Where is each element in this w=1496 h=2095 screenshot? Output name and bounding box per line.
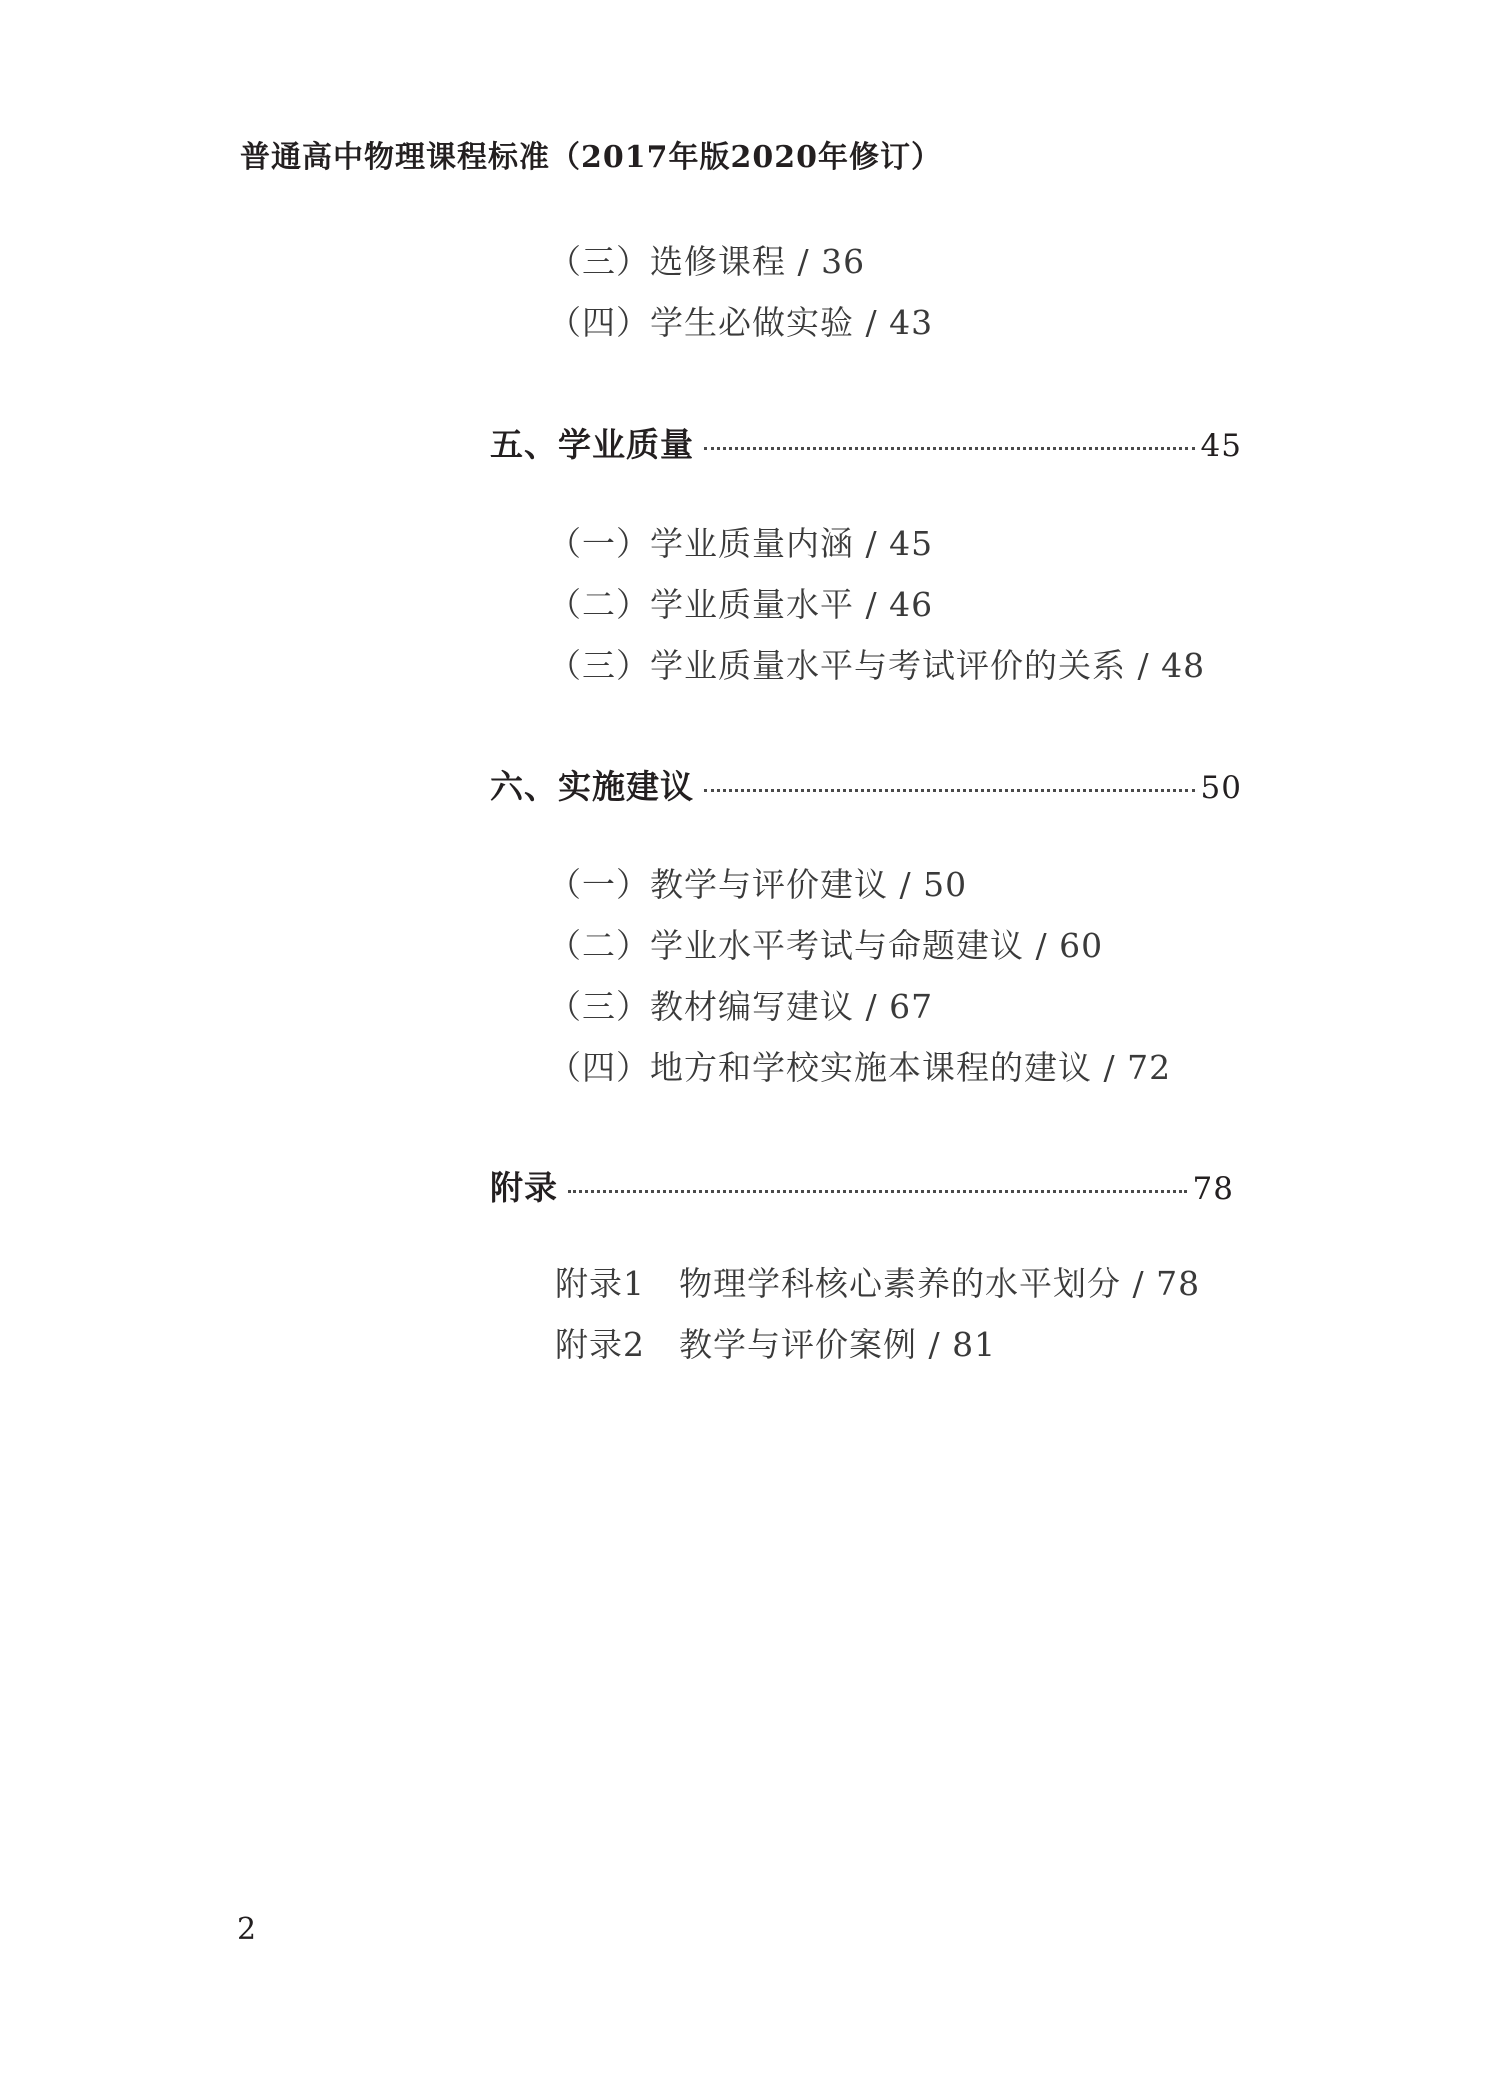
toc-separator: / <box>854 524 890 563</box>
dot-leader <box>704 789 1195 792</box>
page-number: 2 <box>237 1912 257 1947</box>
toc-item-label: （一）教学与评价建议 <box>548 865 888 904</box>
toc-item[interactable] <box>548 865 967 905</box>
toc-item-label: （四）学生必做实验 <box>548 303 854 342</box>
toc-item[interactable] <box>548 646 1205 686</box>
toc-separator: / <box>917 1325 953 1364</box>
section-title: 附录 <box>490 1168 558 1207</box>
toc-item[interactable] <box>548 585 933 625</box>
toc-separator: / <box>1024 926 1060 965</box>
toc-item[interactable] <box>548 926 1103 966</box>
appendix-tag: 附录1 <box>555 1264 645 1303</box>
toc-separator: / <box>854 987 890 1026</box>
running-header: 普通高中物理课程标准（2017年版2020年修订） <box>240 140 942 175</box>
toc-appendix-item[interactable] <box>555 1264 1200 1304</box>
dot-leader <box>568 1190 1187 1193</box>
toc-separator: / <box>1121 1264 1157 1303</box>
section-page: 78 <box>1192 1171 1234 1207</box>
toc-item-label: （三）学业质量水平与考试评价的关系 <box>548 646 1126 685</box>
toc-section-appendix[interactable] <box>490 1168 1234 1209</box>
toc-section-6[interactable] <box>490 767 1242 808</box>
toc-item-page: 72 <box>1127 1048 1172 1087</box>
toc-item-label: （四）地方和学校实施本课程的建议 <box>548 1048 1092 1087</box>
toc-item-page: 67 <box>889 987 934 1026</box>
toc-item-page: 81 <box>952 1325 997 1364</box>
dot-leader <box>704 447 1195 450</box>
toc-item-label: （二）学业水平考试与命题建议 <box>548 926 1024 965</box>
toc-separator: / <box>786 242 822 281</box>
toc-item-label: （二）学业质量水平 <box>548 585 854 624</box>
toc-separator: / <box>1126 646 1162 685</box>
toc-item-page: 78 <box>1156 1264 1201 1303</box>
toc-item[interactable] <box>548 987 933 1027</box>
toc-item-label: 教学与评价案例 <box>679 1325 917 1364</box>
toc-item[interactable] <box>548 242 865 282</box>
toc-item-label: （一）学业质量内涵 <box>548 524 854 563</box>
toc-appendix-item[interactable] <box>555 1325 996 1365</box>
toc-item-page: 60 <box>1059 926 1104 965</box>
section-title: 六、实施建议 <box>490 767 694 806</box>
toc-item-page: 43 <box>889 303 934 342</box>
toc-item-page: 46 <box>889 585 934 624</box>
toc-item-page: 45 <box>889 524 934 563</box>
toc-item-label: （三）教材编写建议 <box>548 987 854 1026</box>
section-title: 五、学业质量 <box>490 425 694 464</box>
toc-item-page: 50 <box>923 865 968 904</box>
section-page: 45 <box>1200 428 1242 464</box>
toc-item[interactable] <box>548 303 933 343</box>
appendix-tag: 附录2 <box>555 1325 645 1364</box>
section-page: 50 <box>1200 770 1242 806</box>
toc-item-label: （三）选修课程 <box>548 242 786 281</box>
toc-separator: / <box>1092 1048 1128 1087</box>
toc-item-label: 物理学科核心素养的水平划分 <box>679 1264 1121 1303</box>
toc-item[interactable] <box>548 524 933 564</box>
toc-separator: / <box>888 865 924 904</box>
toc-section-5[interactable] <box>490 425 1242 466</box>
toc-separator: / <box>854 585 890 624</box>
toc-item-page: 48 <box>1161 646 1206 685</box>
toc-item-page: 36 <box>821 242 866 281</box>
toc-separator: / <box>854 303 890 342</box>
toc-item[interactable] <box>548 1048 1171 1088</box>
